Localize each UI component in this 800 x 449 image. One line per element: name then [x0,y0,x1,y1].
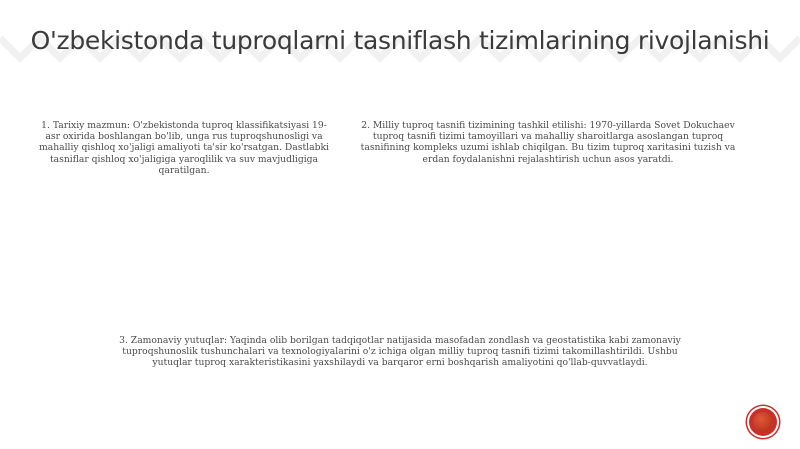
paragraph-modern-achievements: 3. Zamonaviy yutuqlar: Yaqinda olib borilgan tadqiqotlar natijasida masofadan zondlash va geostatistika kabi zamonaviy tuproqshunoslik tushunchalari va texnologiyalarini o'z ichiga olgan milliy tuproq tasnifi tizimi takomillashtirildi. Ushbu yutuqlar tuproq xarakteristikasini yaxshilaydi va barqaror erni boshqarish amaliyotini qo'llab-quvvatlaydi. [119,335,681,369]
paragraph-national-system: 2. Milliy tuproq tasnifi tizimining tashkil etilishi: 1970-yillarda Sovet Dokuchaev tuproq tasnifi tizimi tamoyillari va mahalliy sharoitlarga asoslangan tuproq tasnifining kompleks uzumi ishlab chiqilgan. Bu tizim tuproq xaritasini tuzish va erdan foydalanishni rejalashtirish uchun asos yaratdi. [360,120,736,165]
paragraph-historical-context: 1. Tarixiy mazmun: O'zbekistonda tuproq klassifikatsiyasi 19-asr oxirida boshlangan bo'lib, unga rus tuproqshunosligi va mahalliy qishloq xo'jaligi amaliyoti ta'sir ko'rsatgan. Dastlabki tasniflar qishloq xo'jaligiga yaroqlilik va suv mavjudligiga qaratilgan. [39,120,329,176]
red-circle-nav-button[interactable] [749,408,777,436]
red-circle-nav-icon [753,412,773,432]
slide-title: O'zbekistonda tuproqlarni tasniflash tizimlarining rivojlanishi [30,26,770,55]
